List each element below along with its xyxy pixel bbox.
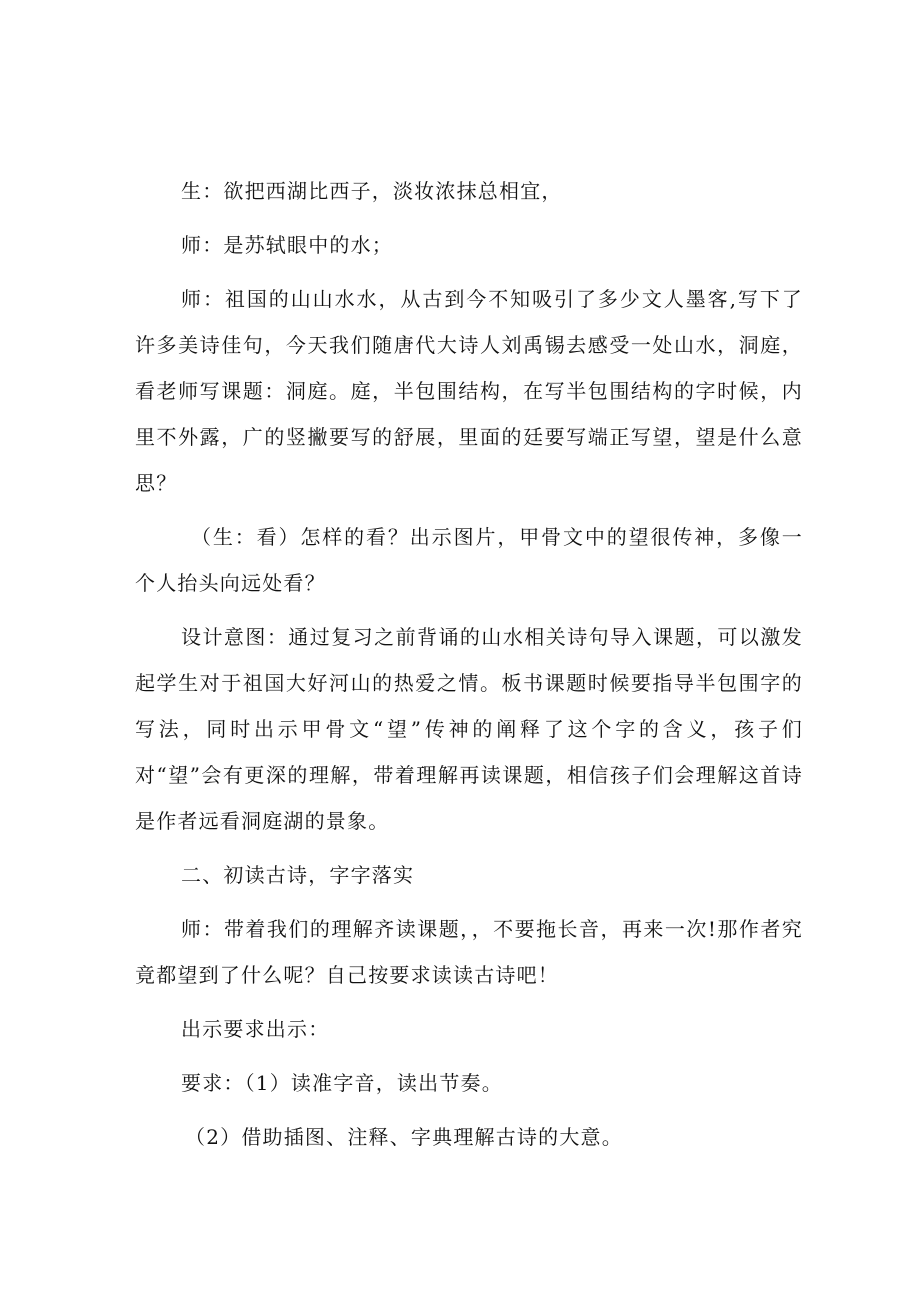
requirement-item-1: 要求：（1）读准字音，读出节奏。 — [181, 1071, 503, 1095]
paragraph-teacher-sushi: 师：是苏轼眼中的水； — [181, 233, 393, 257]
paragraph-teacher-dongting: 师：祖国的山山水水，从古到今不知吸引了多少文人墨客,写下了许多美诗佳句，今天我们随唐代大诗人刘禹锡去感受一处山水，洞庭，看老师写课题：洞庭。庭，半包围结构，在写半包围结构的字时候，内里不外露，广的竖撇要写的舒展，里面的廷要写端正写望，望是什么意思？ — [135, 287, 803, 495]
section-heading-first-reading: 二、初读古诗，字字落实 — [181, 863, 415, 887]
paragraph-teacher-read-title: 师：带着我们的理解齐读课题，，不要拖长音，再来一次!那作者究竟都望到了什么呢？自己按要求读读古诗吧！ — [135, 917, 803, 987]
paragraph-student-poem: 生：欲把西湖比西子，淡妆浓抹总相宜， — [181, 179, 563, 203]
paragraph-student-look: （生：看）怎样的看？出示图片，甲骨文中的望很传神，多像一个人抬头向远处看？ — [135, 525, 803, 595]
paragraph-design-intent: 设计意图：通过复习之前背诵的山水相关诗句导入课题，可以激发起学生对于祖国大好河山的热爱之情。板书课题时候要指导半包围字的写法，同时出示甲骨文“望”传神的阐释了这个字的含义，孩子们对“望”会有更深的理解，带着理解再读课题，相信孩子们会理解这首诗是作者远看洞庭湖的景象。 — [135, 625, 803, 833]
paragraph-show-requirements: 出示要求出示： — [181, 1017, 330, 1041]
document-body — [135, 168, 803, 1160]
requirement-item-2: （2）借助插图、注释、字典理解古诗的大意。 — [185, 1125, 623, 1149]
